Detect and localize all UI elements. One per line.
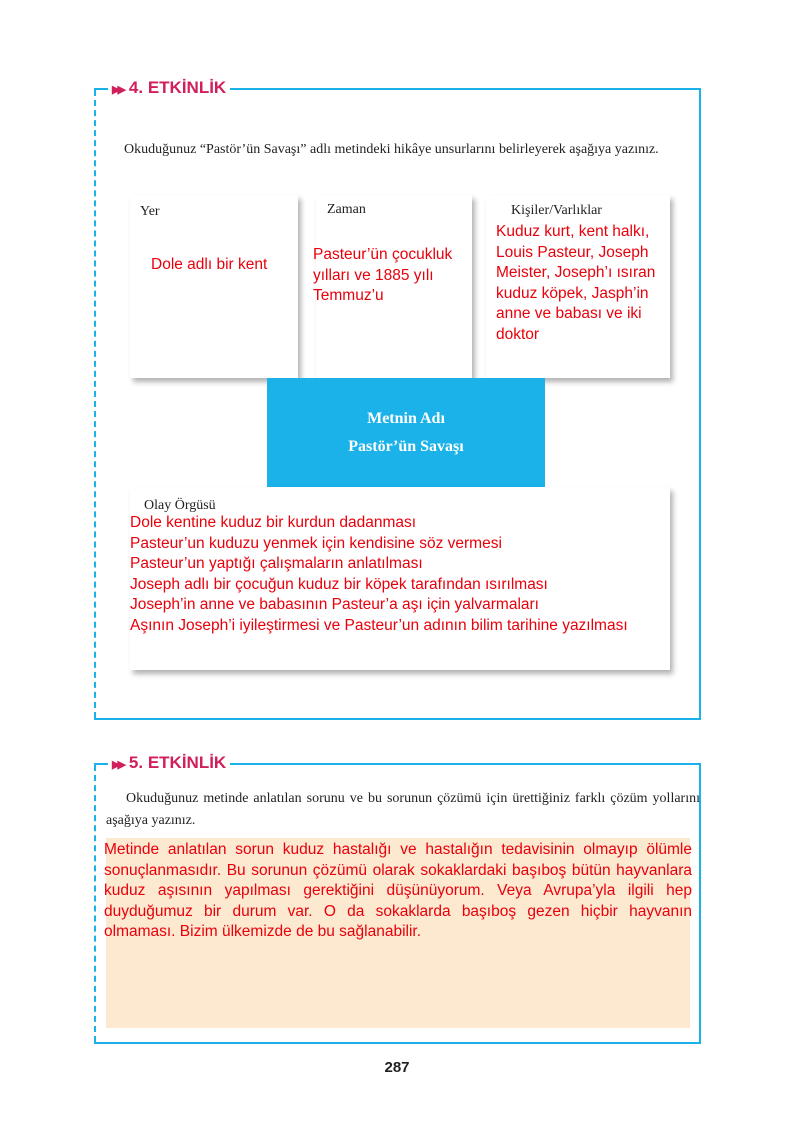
activity4-title — [108, 78, 230, 98]
double-arrow-icon: ▶▶ — [112, 759, 123, 771]
text-name-box — [267, 378, 545, 487]
time-answer[interactable]: Pasteur’ün çocukluk yılları ve 1885 yılı Temmuz’u — [313, 246, 453, 304]
characters-answer[interactable]: Kuduz kurt, kent halkı, Louis Pasteur, Joseph Meister, Joseph’ı ısıran kuduz köpek, Jasph’in anne ve babası ve iki doktor — [496, 223, 656, 343]
plot-line: Dole kentine kuduz bir kurdun dadanması — [130, 514, 417, 531]
text-name-label: Metnin Adı — [367, 410, 445, 427]
time-label: Zaman — [327, 202, 366, 217]
activity5-title-text: 5. ETKİNLİK — [128, 753, 227, 772]
activity5-answer-area[interactable] — [106, 838, 690, 1028]
page-number: 287 — [384, 1059, 410, 1076]
plot-line: Joseph adlı bir çocuğun kuduz bir köpek tarafından ısırılması — [130, 575, 548, 593]
activity5-answer: Metinde anlatılan sorun kuduz hastalığı ve hastalığın tedavisinin olmayıp ölümle sonuçlanmasıdır. Bu sorunun çözümü olarak sokaklardaki başıboş bütün hayvanlara kuduz aşısının yapılması gerektiğini düşünüyorum. Veya Avrupa’yla ilgili hep duyduğumuz bir durum var. O da sokaklarda başıboş gezen hiçbir hayvanın olmaması. Bizim ülkemizde de bu sağlanabilir. — [104, 841, 692, 940]
plot-answer[interactable] — [130, 513, 670, 636]
plot-line: Pasteur’un kuduzu yenmek için kendisine söz vermesi — [130, 534, 502, 552]
characters-label: Kişiler/Varlıklar — [511, 203, 602, 218]
text-name-value[interactable]: Pastör’ün Savaşı — [348, 438, 464, 455]
characters-box — [486, 195, 670, 378]
place-answer[interactable]: Dole adlı bir kent — [151, 256, 268, 273]
activity4-dashed-border — [94, 90, 96, 718]
plot-box — [130, 487, 670, 670]
time-box — [313, 195, 472, 378]
place-box — [130, 195, 298, 378]
activity5-instruction: Okuduğunuz metinde anlatılan sorunu ve bu sorunun çözümü için ürettiğiniz farklı çözüm yollarını aşağıya yazınız. — [106, 791, 700, 828]
activity4-instruction: Okuduğunuz “Pastör’ün Savaşı” adlı metindeki hikâye unsurlarını belirleyerek aşağıya yazınız. — [124, 142, 659, 157]
plot-line: Joseph’in anne ve babasının Pasteur’a aşı için yalvarmaları — [130, 596, 539, 613]
place-label: Yer — [140, 204, 160, 219]
activity5-dashed-border — [94, 765, 96, 1042]
plot-line: Pasteur’un yaptığı çalışmaların anlatılması — [130, 555, 423, 572]
plot-label: Olay Örgüsü — [144, 498, 216, 513]
activity5-title — [108, 753, 230, 773]
activity4-title-text: 4. ETKİNLİK — [128, 78, 227, 97]
double-arrow-icon: ▶▶ — [112, 84, 123, 96]
plot-line: Aşının Joseph’i iyileştirmesi ve Pasteur’un adının bilim tarihine yazılması — [130, 616, 628, 634]
